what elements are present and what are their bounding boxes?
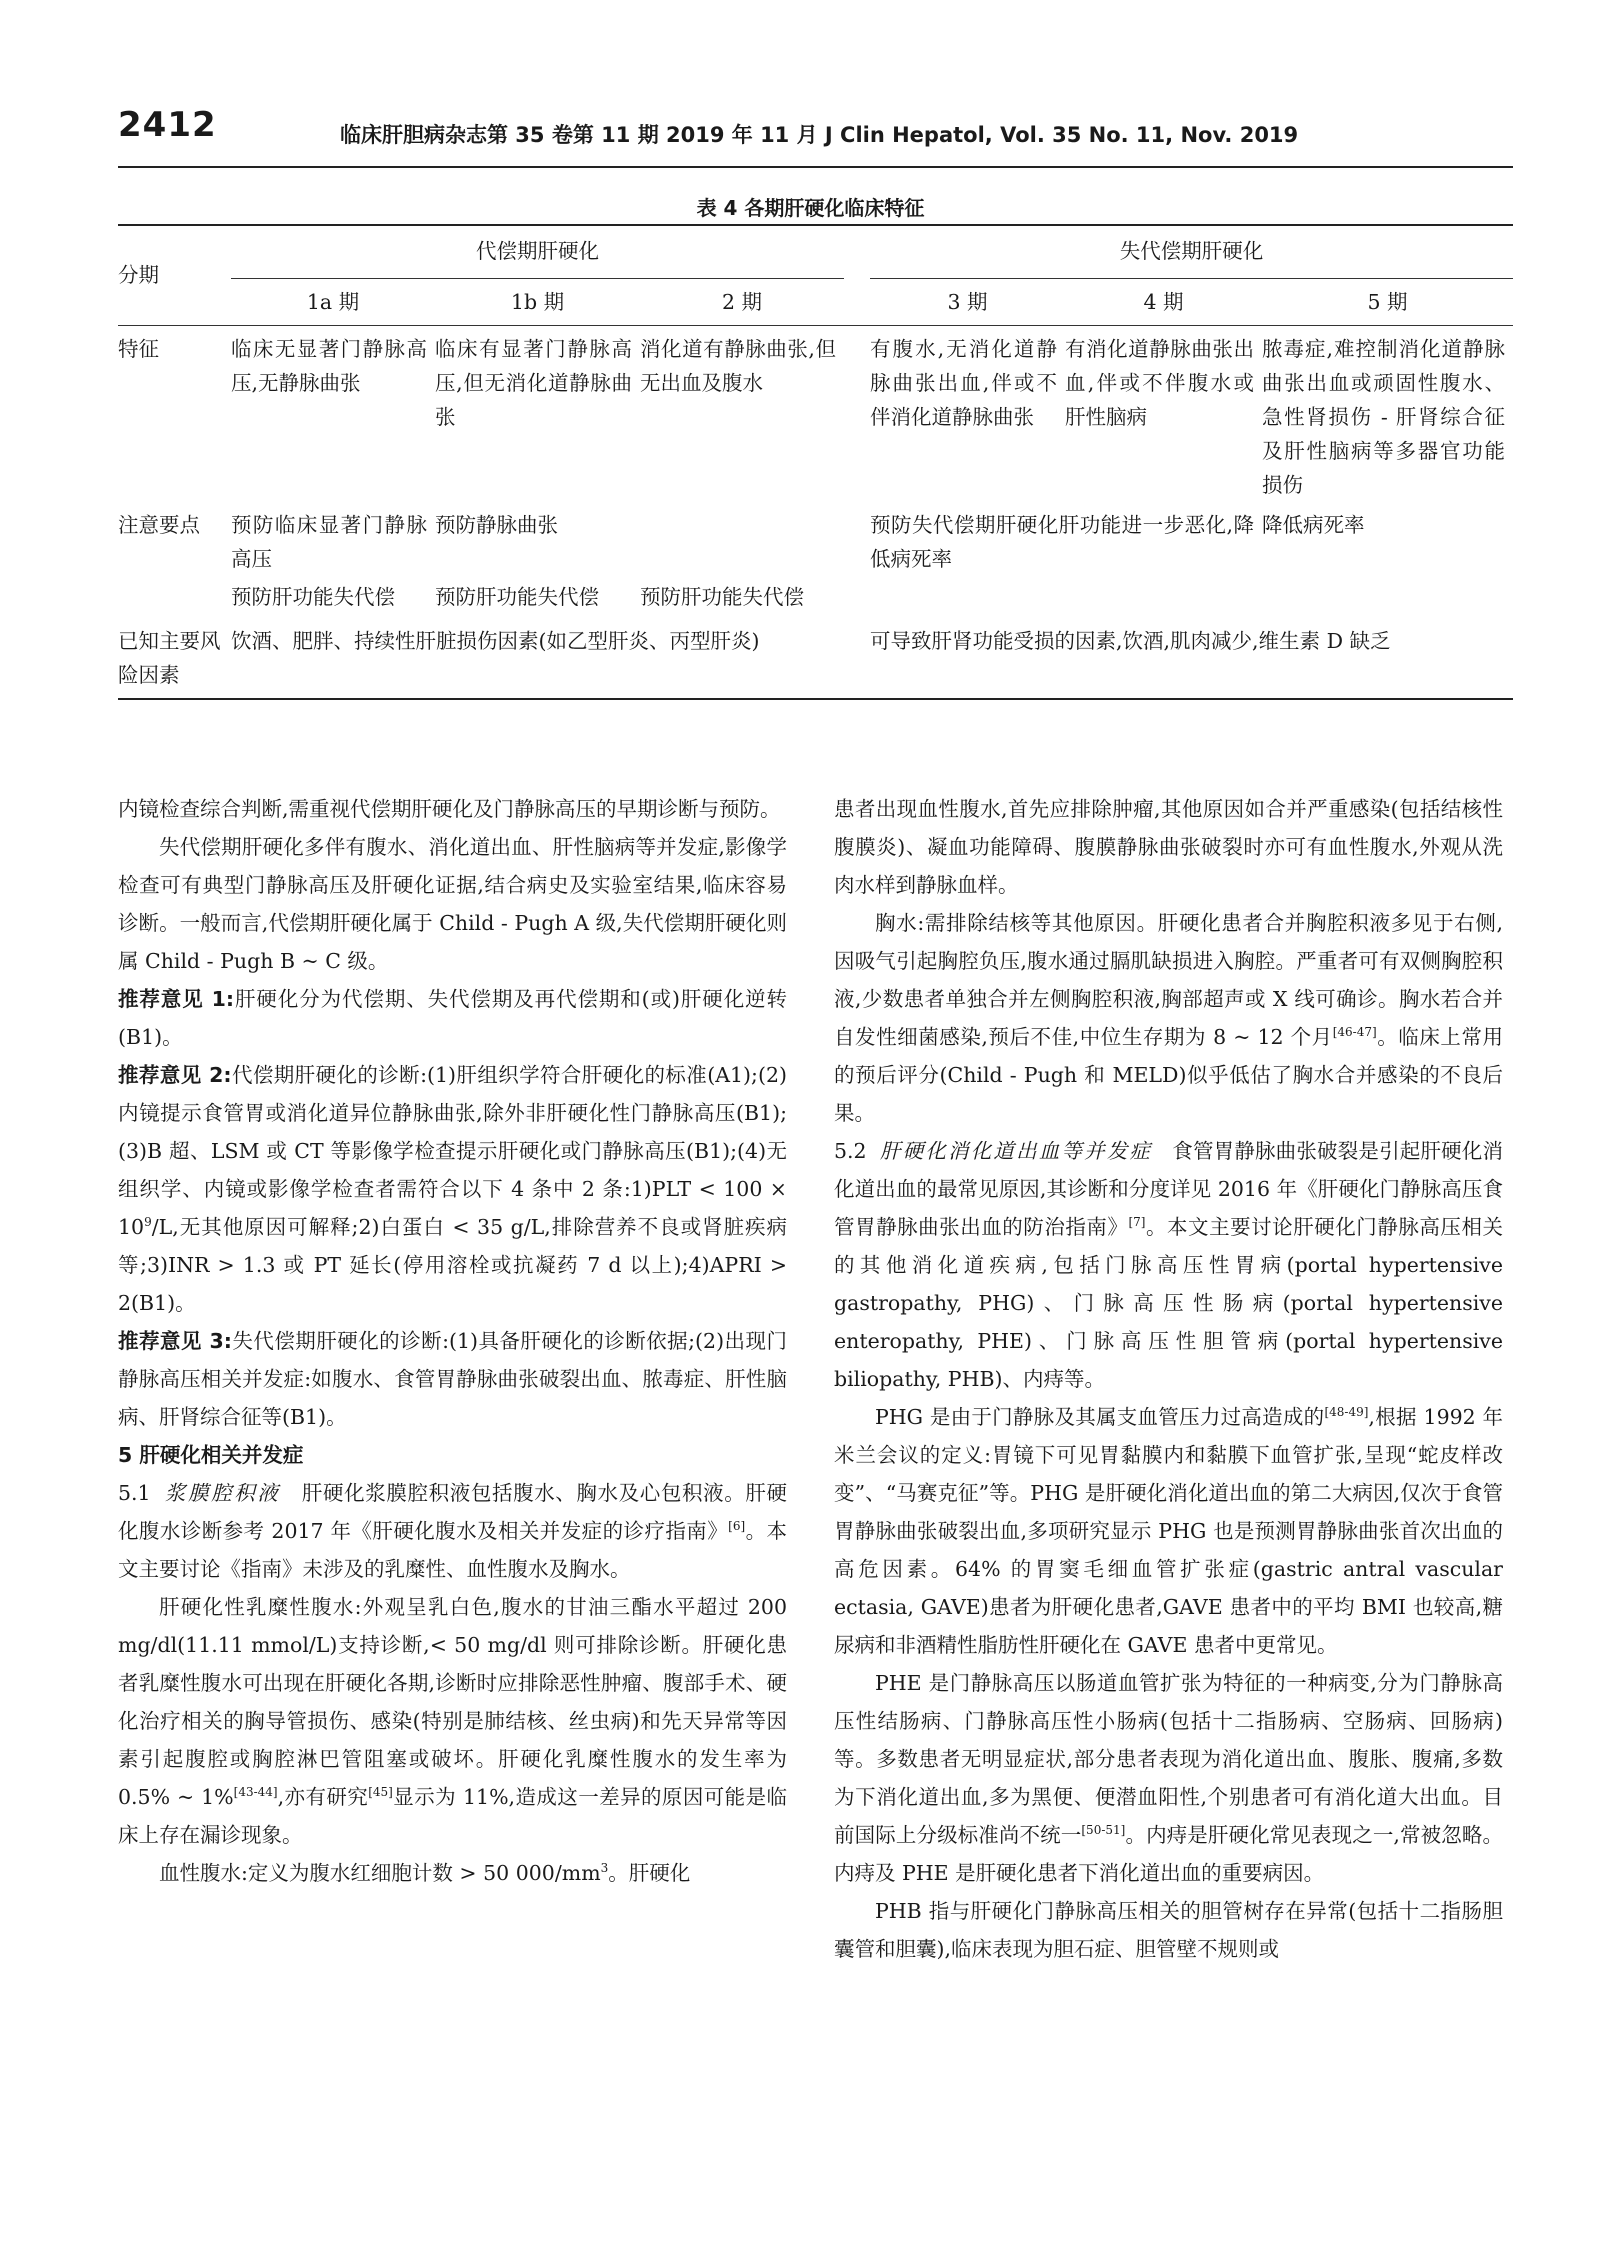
paragraph-text: 血性腹水:定义为腹水红细胞计数 > 50 000/mm [159,1861,601,1885]
subsection-text: 。本文主要讨论《指南》未涉及的乳糜性、血性腹水及胸水。 [118,1519,788,1581]
citation: [43-44] [233,1785,278,1800]
paragraph-text: 。肝硬化 [608,1861,691,1885]
citation: [7] [1128,1215,1146,1230]
subsection-text: 食管胃静脉曲张破裂是引起肝硬化消化道出血的最常见原因,其诊断和分度详见 2016 年《肝硬化门静脉高压食管胃静脉曲张出血的防治指南》 [834,1139,1503,1239]
row-label: 特征 [118,337,159,361]
stage-3: 3 期 [870,279,1065,326]
recommendation-text: 代偿期肝硬化的诊断:(1)肝组织学符合肝硬化的标准(A1);(2)内镜提示食管胃或消化道异位静脉曲张,除外非肝硬化性门静脉高压(B1);(3)B 超、LSM 或 CT 等影像学检查提示肝硬化或门静脉高压(B1);(4)无组织学、内镜或影像学检查者需符合以下 4 条中 2 条:1)PLT < 100 × 10 [118,1063,787,1239]
stage-2: 2 期 [640,279,844,326]
table-cell: 脓毒症,难控制消化道静脉曲张出血或顽固性腹水、急性肾损伤 - 肝肾综合征及肝性脑病等多器官功能损伤 [1262,337,1506,497]
recommendation-text: 失代偿期肝硬化的诊断:(1)具备肝硬化的诊断依据;(2)出现门静脉高压相关并发症:如腹水、食管胃静脉曲张破裂出血、脓毒症、肝性脑病、肝肾综合征等(B1)。 [118,1329,787,1429]
paragraph-text: 。内痔是肝硬化常见表现之一,常被忽略。内痔及 PHE 是肝硬化患者下消化道出血的重要病因。 [834,1823,1504,1885]
table-cell: 临床有显著门静脉高压,但无消化道静脉曲张 [435,337,632,429]
paragraph-text: 肝硬化性乳糜性腹水:外观呈乳白色,腹水的甘油三酯水平超过 200 mg/dl(11.11 mmol/L)支持诊断,< 50 mg/dl 则可排除诊断。肝硬化患者乳糜性腹水可出现在肝硬化各期,诊断时应排除恶性肿瘤、腹部手术、硬化治疗相关的胸导管损伤、感染(特别是肺结核、丝虫病)和先天异常等因素引起腹腔或胸腔淋巴管阻塞或破坏。肝硬化乳糜性腹水的发生率为 0.5% ~ 1% [118,1595,787,1809]
paragraph: 失代偿期肝硬化多伴有腹水、消化道出血、肝性脑病等并发症,影像学检查可有典型门静脉高压及肝硬化证据,结合病史及实验室结果,临床容易诊断。一般而言,代偿期肝硬化属于 Child - Pugh A 级,失代偿期肝硬化则属 Child - Pugh B ~ C 级。 [118,835,787,973]
recommendation-text: /L,无其他原因可解释;2)白蛋白 < 35 g/L,排除营养不良或肾脏疾病等;3)INR > 1.3 或 PT 延长(停用溶栓或抗凝药 7 d 以上);4)APRI > 2(B1)。 [118,1215,787,1315]
stage-4: 4 期 [1065,279,1262,326]
paragraph-chylous [118,1588,787,1854]
table-cell: 预防失代偿期肝硬化肝功能进一步恶化,降低病死率 [870,513,1254,571]
subsection-5-2 [834,1132,1503,1398]
recommendation-3 [118,1322,787,1436]
paragraph-bloody [118,1854,787,1892]
stage-1b: 1b 期 [435,279,640,326]
paragraph-phb: PHB 指与肝硬化门静脉高压相关的胆管树存在异常(包括十二指肠胆囊管和胆囊),临床表现为胆石症、胆管壁不规则或 [834,1899,1503,1961]
paragraph-text: PHE 是门静脉高压以肠道血管扩张为特征的一种病变,分为门静脉高压性结肠病、门静脉高压性小肠病(包括十二指肠病、空肠病、回肠病)等。多数患者无明显症状,部分患者表现为消化道出血、腹胀、腹痛,多数为下消化道出血,多为黑便、便潜血阳性,个别患者可有消化道大出血。目前国际上分级标准尚不统一 [834,1671,1503,1847]
recommendation-label: 推荐意见 3: [118,1329,232,1353]
paragraph: 患者出现血性腹水,首先应排除肿瘤,其他原因如合并严重感染(包括结核性腹膜炎)、凝血功能障碍、腹膜静脉曲张破裂时亦可有血性腹水,外观从洗肉水样到静脉血样。 [834,797,1503,897]
subsection-title: 浆膜腔积液 [164,1481,281,1505]
paragraph-text: 胸水:需排除结核等其他原因。肝硬化患者合并胸腔积液多见于右侧,因吸气引起胸腔负压,腹水通过膈肌缺损进入胸腔。严重者可有双侧胸腔积液,少数患者单独合并左侧胸腔积液,胸部超声或 X 线可确诊。胸水若合并自发性细菌感染,预后不佳,中位生存期为 8 ~ 12 个月 [834,911,1503,1049]
paragraph-text: ,根据 1992 年米兰会议的定义:胃镜下可见胃黏膜内和黏膜下血管扩张,呈现“蛇皮样改变”、“马赛克征”等。PHG 是肝硬化消化道出血的第二大病因,仅次于食管胃静脉曲张破裂出血,多项研究显示 PHG 也是预测胃静脉曲张首次出血的高危因素。64% 的胃窦毛细血管扩张症(gastric antral vascular ectasia, GAVE)患者为肝硬化患者,GAVE 患者中的平均 BMI 也较高,糖尿病和非酒精性脂肪性肝硬化在 GAVE 患者中更常见。 [834,1405,1503,1657]
subsection-text: 肝硬化浆膜腔积液包括腹水、胸水及心包积液。肝硬化腹水诊断参考 2017 年《肝硬化腹水及相关并发症的诊疗指南》 [118,1481,787,1543]
subsection-5-1 [118,1474,787,1588]
group-decompensated: 失代偿期肝硬化 [870,225,1513,279]
row-label: 注意要点 [118,513,200,537]
paragraph-text: ,亦有研究 [277,1785,369,1809]
superscript: 3 [600,1861,609,1876]
subsection-text: 。本文主要讨论肝硬化门静脉高压相关的其他消化道疾病,包括门脉高压性胃病(portal hypertensive gastropathy, PHG)、门脉高压性肠病(portal hypertensive enteropathy, PHE)、门脉高压性胆管病(portal hypertensive biliopathy, PHB)、内痔等。 [834,1215,1504,1391]
header-rule [118,166,1513,168]
running-header [118,105,1513,165]
table-cell: 预防静脉曲张 [435,513,558,537]
left-column [118,790,787,1892]
table-cell: 饮酒、肥胖、持续性肝脏损伤因素(如乙型肝炎、丙型肝炎) [231,629,760,653]
table-cell: 预防肝功能失代偿 [231,585,395,609]
recommendation-text: 肝硬化分为代偿期、失代偿期及再代偿期和(或)肝硬化逆转(B1)。 [118,987,787,1049]
group-compensated: 代偿期肝硬化 [231,225,844,279]
table-row-features [118,326,1513,503]
table-cell: 有消化道静脉曲张出血,伴或不伴腹水或肝性脑病 [1065,337,1254,429]
superscript: 9 [144,1215,152,1230]
journal-citation: 临床肝胆病杂志第 35 卷第 11 期 2019 年 11 月 J Clin Hepatol, Vol. 35 No. 11, Nov. 2019 [340,123,1299,147]
subsection-number: 5.2 [834,1139,867,1163]
citation: [48-49] [1324,1405,1369,1420]
stage-1a: 1a 期 [231,279,435,326]
table-cell: 预防肝功能失代偿 [435,585,599,609]
table-caption: 表 4 各期肝硬化临床特征 [696,196,925,220]
subsection-title: 肝硬化消化道出血等并发症 [880,1139,1153,1163]
table-cell: 有腹水,无消化道静脉曲张出血,伴或不伴消化道静脉曲张 [870,337,1057,429]
table-cell: 降低病死率 [1262,513,1365,537]
table-row-risk [118,614,1513,699]
page-number: 2412 [118,105,217,145]
stub-header: 分期 [118,225,196,326]
citation: [46-47] [1332,1025,1377,1040]
citation: [50-51] [1081,1823,1126,1838]
table-cell: 可导致肝肾功能受损的因素,饮酒,肌肉减少,维生素 D 缺乏 [870,629,1391,653]
stage-5: 5 期 [1262,279,1513,326]
table-row-notes-2 [118,576,1513,614]
section-heading: 5 肝硬化相关并发症 [118,1443,304,1467]
recommendation-2 [118,1056,787,1322]
subsection-number: 5.1 [118,1481,151,1505]
recommendation-label: 推荐意见 1: [118,987,235,1011]
table-row-notes [118,502,1513,576]
table-cell: 临床无显著门静脉高压,无静脉曲张 [231,337,427,395]
paragraph-text: PHG 是由于门静脉及其属支血管压力过高造成的 [875,1405,1325,1429]
paragraph: 内镜检查综合判断,需重视代偿期肝硬化及门静脉高压的早期诊断与预防。 [118,797,781,821]
cirrhosis-stage-table [118,224,1513,700]
paragraph-phg [834,1398,1503,1664]
table-cell: 预防肝功能失代偿 [640,585,804,609]
row-label: 已知主要风险因素 [118,629,221,687]
paragraph-text: 显示为 11%,造成这一差异的原因可能是临床上存在漏诊现象。 [118,1785,787,1847]
citation: [45] [368,1785,393,1800]
table-cell: 预防临床显著门静脉高压 [231,513,427,571]
citation: [6] [728,1519,746,1534]
recommendation-1 [118,980,787,1056]
paragraph-text: 。临床上常用的预后评分(Child - Pugh 和 MELD)似乎低估了胸水合并感染的不良后果。 [834,1025,1504,1125]
right-column [834,790,1503,1968]
paragraph-pleural [834,904,1503,1132]
table-cell: 消化道有静脉曲张,但无出血及腹水 [640,337,836,395]
paragraph-phe [834,1664,1503,1892]
recommendation-label: 推荐意见 2: [118,1063,232,1087]
